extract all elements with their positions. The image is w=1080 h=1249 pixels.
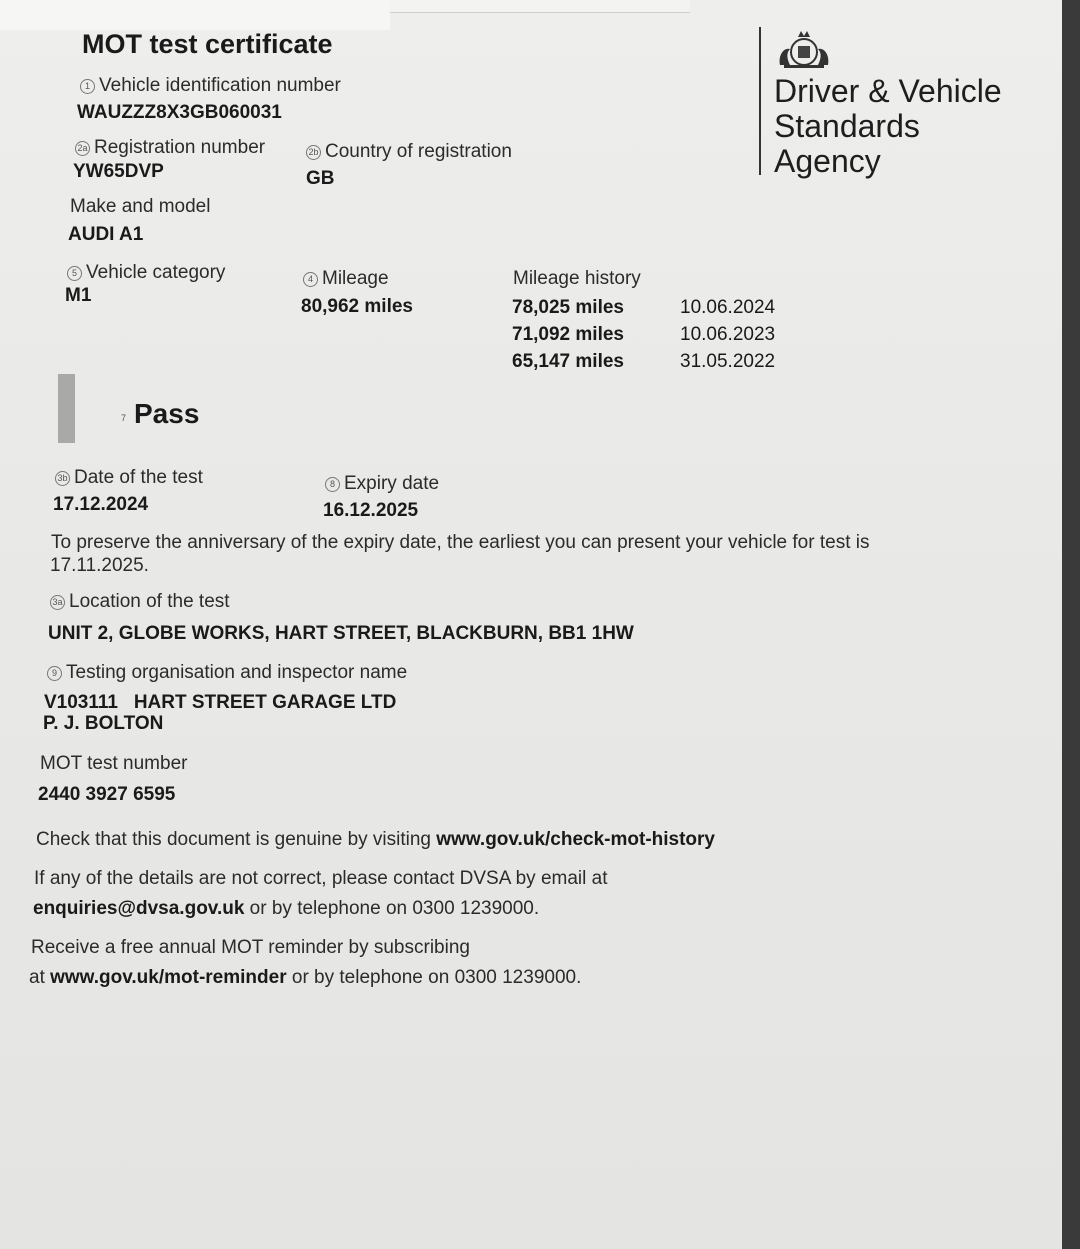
mileage-history-table — [512, 294, 775, 375]
test-date-value: 17.12.2024 — [53, 494, 149, 515]
agency-line: Standards — [774, 108, 920, 144]
test-date-label-text: Date of the test — [74, 467, 203, 488]
result — [117, 398, 199, 430]
anniversary-note-line2: 17.11.2025. — [50, 555, 149, 576]
reminder-line1: Receive a free annual MOT reminder by subscribing — [31, 937, 470, 958]
country-label-text: Country of registration — [325, 141, 512, 162]
history-date: 10.06.2023 — [680, 324, 776, 345]
field-number: 2a — [75, 141, 90, 156]
location-label — [50, 591, 230, 613]
royal-crest-icon — [772, 27, 836, 69]
reminder-prefix: at — [29, 967, 51, 988]
country-value: GB — [306, 168, 335, 189]
inspector-name: P. J. BOLTON — [43, 713, 164, 734]
location-value: UNIT 2, GLOBE WORKS, HART STREET, BLACKBURN, BB1 1HW — [48, 623, 634, 644]
field-number: 1 — [80, 79, 95, 94]
background-edge — [1062, 0, 1080, 1249]
contact-line2 — [33, 898, 539, 920]
field-number: 3b — [55, 471, 70, 486]
contact-email-link[interactable]: enquiries@dvsa.gov.uk — [33, 898, 245, 919]
mileage-label-text: Mileage — [322, 268, 389, 289]
field-number: 5 — [67, 266, 82, 281]
field-number: 9 — [47, 666, 62, 681]
field-number: 7 — [120, 413, 126, 423]
vin-label — [80, 75, 341, 97]
country-label — [306, 141, 512, 163]
organisation-value: V103111 HART STREET GARAGE LTD — [44, 692, 397, 713]
vin-value: WAUZZZ8X3GB060031 — [77, 102, 282, 123]
paper-overlap — [0, 0, 390, 30]
expiry-label-text: Expiry date — [344, 473, 440, 494]
mileage-value: 80,962 miles — [301, 296, 413, 317]
organisation-label-text: Testing organisation and inspector name — [66, 662, 408, 683]
mileage-label — [303, 268, 389, 290]
test-number-value: 2440 3927 6595 — [38, 784, 176, 805]
anniversary-note-line1: To preserve the anniversary of the expiry date, the earliest you can present your vehicle for test is — [51, 532, 870, 553]
history-date: 31.05.2022 — [680, 351, 776, 372]
reminder-line2 — [29, 967, 581, 989]
registration-label — [75, 137, 265, 159]
reminder-suffix: or by telephone on 0300 1239000. — [286, 967, 582, 988]
registration-label-text: Registration number — [94, 137, 266, 158]
vin-label-text: Vehicle identification number — [99, 75, 341, 96]
history-miles: 78,025 miles — [512, 297, 624, 318]
history-miles: 71,092 miles — [512, 324, 624, 345]
test-number-label: MOT test number — [40, 753, 188, 774]
check-mot-history-link[interactable]: www.gov.uk/check-mot-history — [436, 829, 715, 850]
field-number: 4 — [303, 272, 318, 287]
category-label — [67, 262, 225, 284]
mileage-history-row — [512, 348, 775, 375]
history-miles: 65,147 miles — [512, 351, 624, 372]
agency-line: Driver & Vehicle — [774, 73, 1002, 109]
genuine-prefix: Check that this document is genuine by visiting — [36, 829, 437, 850]
paper-overlap — [390, 0, 690, 13]
mileage-history-row — [512, 321, 775, 348]
result-bar — [58, 374, 75, 443]
agency-divider — [759, 27, 761, 175]
result-value: Pass — [134, 398, 200, 429]
expiry-value: 16.12.2025 — [323, 500, 419, 521]
mot-reminder-link[interactable]: www.gov.uk/mot-reminder — [50, 967, 287, 988]
mileage-history-label: Mileage history — [513, 268, 641, 289]
contact-suffix: or by telephone on 0300 1239000. — [244, 898, 540, 919]
genuine-check-text — [36, 829, 715, 851]
certificate-title: MOT test certificate — [82, 29, 333, 59]
location-label-text: Location of the test — [69, 591, 230, 612]
registration-value: YW65DVP — [73, 161, 164, 182]
category-label-text: Vehicle category — [86, 262, 226, 283]
test-date-label — [55, 467, 203, 489]
field-number: 8 — [325, 477, 340, 492]
make-model-value: AUDI A1 — [68, 224, 144, 245]
agency-name — [774, 74, 1002, 179]
mileage-history-row — [512, 294, 775, 321]
history-date: 10.06.2024 — [680, 297, 776, 318]
category-value: M1 — [65, 285, 92, 306]
agency-line: Agency — [774, 143, 881, 179]
contact-line1: If any of the details are not correct, please contact DVSA by email at — [34, 868, 608, 889]
field-number: 2b — [306, 145, 321, 160]
organisation-label — [47, 662, 407, 684]
make-model-label: Make and model — [70, 196, 211, 217]
expiry-label — [325, 473, 439, 495]
field-number: 3a — [50, 595, 65, 610]
